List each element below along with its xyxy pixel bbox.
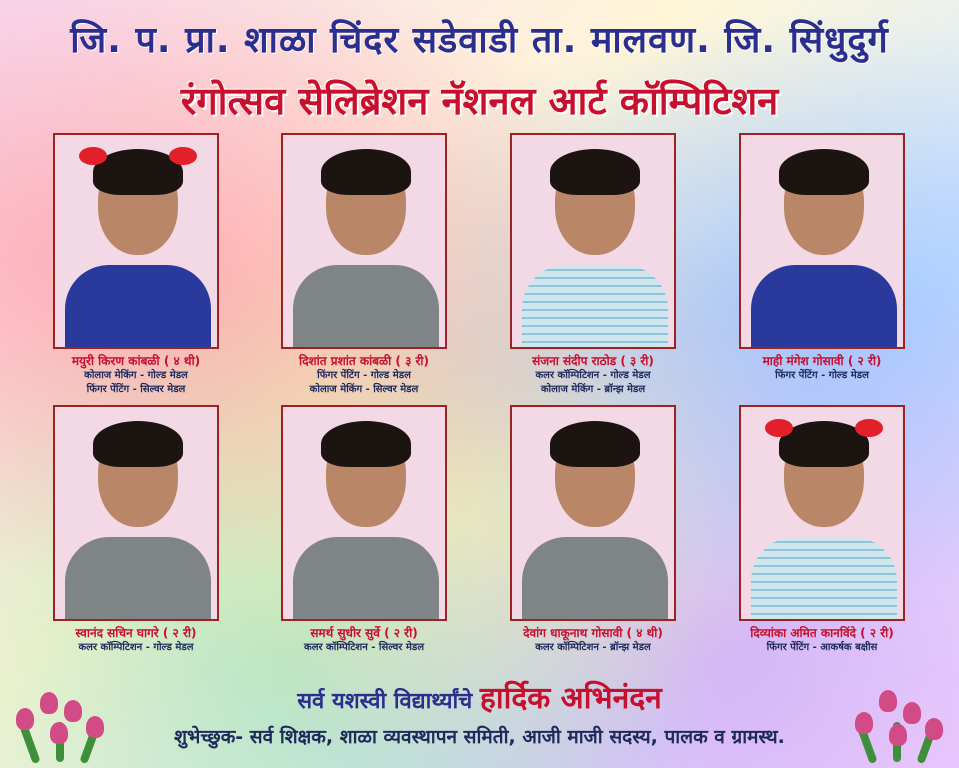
student-award: कोलाज मेकिंग - ब्रॉन्झ मेडल	[540, 384, 646, 395]
student-card	[38, 405, 234, 655]
student-photo	[739, 405, 905, 621]
student-award: कोलाज मेकिंग - सिल्वर मेडल	[309, 384, 419, 395]
student-name: दिव्यांका अमित कानविंदे ( २ री)	[750, 626, 894, 640]
student-photo	[281, 133, 447, 349]
student-card	[724, 133, 920, 383]
student-card	[266, 133, 462, 397]
student-card	[266, 405, 462, 655]
student-award: कलर कॉम्पिटिशन - गोल्ड मेडल	[78, 642, 194, 653]
student-name: माही मंगेश गोसावी ( २ री)	[762, 354, 882, 368]
student-award: कलर कॉम्पिटिशन - गोल्ड मेडल	[535, 370, 651, 381]
congratulations-line	[0, 676, 959, 717]
student-name: संजना संदीप राठोड ( ३ री)	[532, 354, 654, 368]
student-award: कोलाज मेकिंग - गोल्ड मेडल	[84, 370, 188, 381]
tulip-bouquet-left	[6, 678, 116, 768]
student-photo	[510, 405, 676, 621]
student-award: कलर कॉम्पिटिशन - सिल्वर मेडल	[304, 642, 424, 653]
student-photo	[53, 133, 219, 349]
student-name: समर्थ सुधीर सुर्वे ( २ री)	[310, 626, 418, 640]
student-card	[724, 405, 920, 655]
student-award: फिंगर पेंटिंग - गोल्ड मेडल	[775, 370, 869, 381]
tulip-bouquet-right	[843, 678, 953, 768]
student-card	[38, 133, 234, 397]
well-wishers-line: शुभेच्छुक- सर्व शिक्षक, शाळा व्यवस्थापन समिती, आजी माजी सदस्य, पालक व ग्रामस्थ.	[174, 726, 785, 748]
student-name: मयुरी किरण कांबळी ( ४ थी)	[71, 354, 201, 368]
student-award: फिंगर पेंटिंग - सिल्वर मेडल	[86, 384, 186, 395]
student-photo	[281, 405, 447, 621]
student-photo	[53, 405, 219, 621]
student-award: कलर कॉम्पिटिशन - ब्रॉन्झ मेडल	[535, 642, 651, 653]
student-award: फिंगर पेंटिंग - गोल्ड मेडल	[317, 370, 411, 381]
student-card	[495, 405, 691, 655]
student-photo	[739, 133, 905, 349]
congrats-highlight: हार्दिक अभिनंदन	[479, 681, 662, 716]
student-name: देवांग धाकूनाथ गोसावी ( ४ थी)	[523, 626, 663, 640]
student-card	[495, 133, 691, 397]
student-award: फिंगर पेंटिंग - आकर्षक बक्षीस	[766, 642, 878, 653]
student-name: दिशांत प्रशांत कांबळी ( ३ री)	[298, 354, 430, 368]
school-title: जि. प. प्रा. शाळा चिंदर सडेवाडी ता. मालवण. जि. सिंधुदुर्ग	[70, 20, 889, 61]
student-photo	[510, 133, 676, 349]
event-title: रंगोत्सव सेलिब्रेशन नॅशनल आर्ट कॉम्पिटिशन	[180, 79, 779, 123]
congrats-text: सर्व यशस्वी विद्यार्थ्यांचे	[297, 689, 473, 714]
student-name: स्वानंद सचिन घागरे ( २ री)	[75, 626, 197, 640]
